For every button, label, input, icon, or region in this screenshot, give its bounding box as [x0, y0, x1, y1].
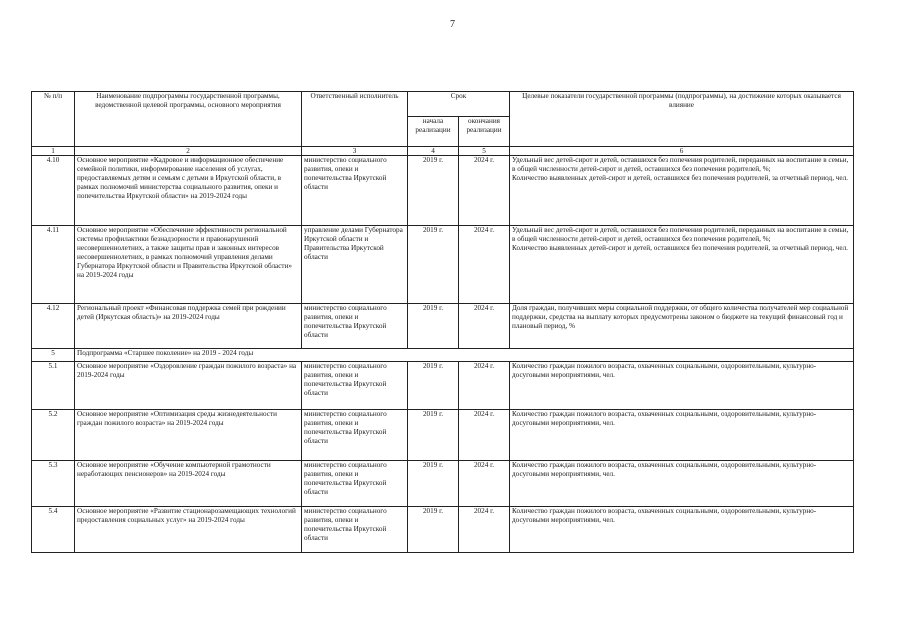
row-number: 4.12: [32, 304, 75, 349]
page-number: 7: [450, 19, 455, 30]
row-end: 2024 г.: [459, 226, 510, 304]
row-number: 4.11: [32, 226, 75, 304]
subprogram-title: Подпрограмма «Старшее поколение» на 2019 - 2024 годы: [75, 349, 854, 362]
row-name: Региональный проект «Финансовая поддержка семей при рождении детей (Иркутская область)» на 2019-2024 годы: [75, 304, 302, 349]
row-executor: министерство социального развития, опеки и попечительства Иркутской области: [302, 507, 408, 553]
row-executor: министерство социального развития, опеки и попечительства Иркутской области: [302, 156, 408, 226]
table-row: [32, 226, 854, 304]
header-name: Наименование подпрограммы государственной программы, ведомственной целевой программы, основного мероприятия: [75, 92, 302, 147]
column-number: 6: [510, 147, 854, 156]
column-number: 4: [408, 147, 459, 156]
row-end: 2024 г.: [459, 507, 510, 553]
row-number: 4.10: [32, 156, 75, 226]
table-row: [32, 156, 854, 226]
row-name: Основное мероприятие «Кадровое и информационное обеспечение семейной политики, информирование населения об услугах, предоставляемых детям и семьям с детьми в Иркутской области, в рамках полномочий министерства социального развития, опеки и попечительства Иркутской области» на 2019-2024 годы: [75, 156, 302, 226]
row-indicators: Удельный вес детей-сирот и детей, оставшихся без попечения родителей, переданных на воспитание в семьи, в общей численности детей-сирот и детей, оставшихся без попечения родителей, %; Количество выявленных детей-сирот и детей, оставшихся без попечения родителей, за отчетный период, чел.: [510, 156, 854, 226]
column-number: 2: [75, 147, 302, 156]
row-number: 5.2: [32, 410, 75, 461]
row-end: 2024 г.: [459, 304, 510, 349]
row-indicators: Количество граждан пожилого возраста, охваченных социальными, оздоровительными, культурно-досуговыми мероприятиями, чел.: [510, 507, 854, 553]
row-start: 2019 г.: [408, 156, 459, 226]
row-number: 5.4: [32, 507, 75, 553]
row-executor: министерство социального развития, опеки и попечительства Иркутской области: [302, 304, 408, 349]
row-end: 2024 г.: [459, 156, 510, 226]
header-indicators: Целевые показатели государственной программы (подпрограммы), на достижение которых оказывается влияние: [510, 92, 854, 147]
row-start: 2019 г.: [408, 362, 459, 410]
header-start: начала реализации: [408, 117, 459, 147]
row-indicators: Доля граждан, получивших меры социальной поддержки, от общего количества получателей мер социальной поддержки, средства на выплату которых предусмотрены законом о бюджете на текущий финансовый год и плановый период, %: [510, 304, 854, 349]
row-name: Основное мероприятие «Оптимизация среды жизнедеятельности граждан пожилого возраста» на 2019-2024 годы: [75, 410, 302, 461]
row-start: 2019 г.: [408, 410, 459, 461]
row-executor: министерство социального развития, опеки и попечительства Иркутской области: [302, 410, 408, 461]
row-name: Основное мероприятие «Развитие стационарозамещающих технологий предоставления социальных услуг» на 2019-2024 годы: [75, 507, 302, 553]
table-row: [32, 507, 854, 553]
row-executor: управление делами Губернатора Иркутской области и Правительства Иркутской области: [302, 226, 408, 304]
header-term: Срок: [408, 92, 510, 117]
table-row: [32, 461, 854, 507]
column-number: 1: [32, 147, 75, 156]
row-executor: министерство социального развития, опеки и попечительства Иркутской области: [302, 362, 408, 410]
column-number: 5: [459, 147, 510, 156]
row-start: 2019 г.: [408, 304, 459, 349]
row-end: 2024 г.: [459, 362, 510, 410]
row-start: 2019 г.: [408, 226, 459, 304]
table-row: [32, 362, 854, 410]
column-number: 3: [302, 147, 408, 156]
row-name: Основное мероприятие «Обучение компьютерной грамотности неработающих пенсионеров» на 2019-2024 годы: [75, 461, 302, 507]
row-executor: министерство социального развития, опеки и попечительства Иркутской области: [302, 461, 408, 507]
row-end: 2024 г.: [459, 461, 510, 507]
row-indicators: Количество граждан пожилого возраста, охваченных социальными, оздоровительными, культурно-досуговыми мероприятиями, чел.: [510, 410, 854, 461]
row-indicators: Количество граждан пожилого возраста, охваченных социальными, оздоровительными, культурно-досуговыми мероприятиями, чел.: [510, 461, 854, 507]
row-start: 2019 г.: [408, 461, 459, 507]
header-num: № п/п: [32, 92, 75, 147]
row-indicators: Удельный вес детей-сирот и детей, оставшихся без попечения родителей, переданных на воспитание в семьи, в общей численности детей-сирот и детей, оставшихся без попечения родителей, %; Количество выявленных детей-сирот и детей, оставшихся без попечения родителей, за отчетный период, чел.: [510, 226, 854, 304]
row-name: Основное мероприятие «Оздоровление граждан пожилого возраста» на 2019-2024 годы: [75, 362, 302, 410]
row-number: 5.3: [32, 461, 75, 507]
row-indicators: Количество граждан пожилого возраста, охваченных социальными, оздоровительными, культурно-досуговыми мероприятиями, чел.: [510, 362, 854, 410]
row-name: Основное мероприятие «Обеспечение эффективности региональной системы профилактики безнадзорности и правонарушений несовершеннолетних, а также защиты прав и законных интересов несовершеннолетних, в рамках полномочий управления делами Губернатора Иркутской области и Правительства Иркутской области» на 2019-2024 годы: [75, 226, 302, 304]
table-row: [32, 410, 854, 461]
column-number-row: [32, 147, 854, 156]
subprogram-row: [32, 349, 854, 362]
subprogram-number: 5: [32, 349, 75, 362]
row-start: 2019 г.: [408, 507, 459, 553]
row-number: 5.1: [32, 362, 75, 410]
header-end: окончания реализации: [459, 117, 510, 147]
header-executor: Ответственный исполнитель: [302, 92, 408, 147]
table-row: [32, 304, 854, 349]
program-table: [31, 91, 854, 553]
row-end: 2024 г.: [459, 410, 510, 461]
